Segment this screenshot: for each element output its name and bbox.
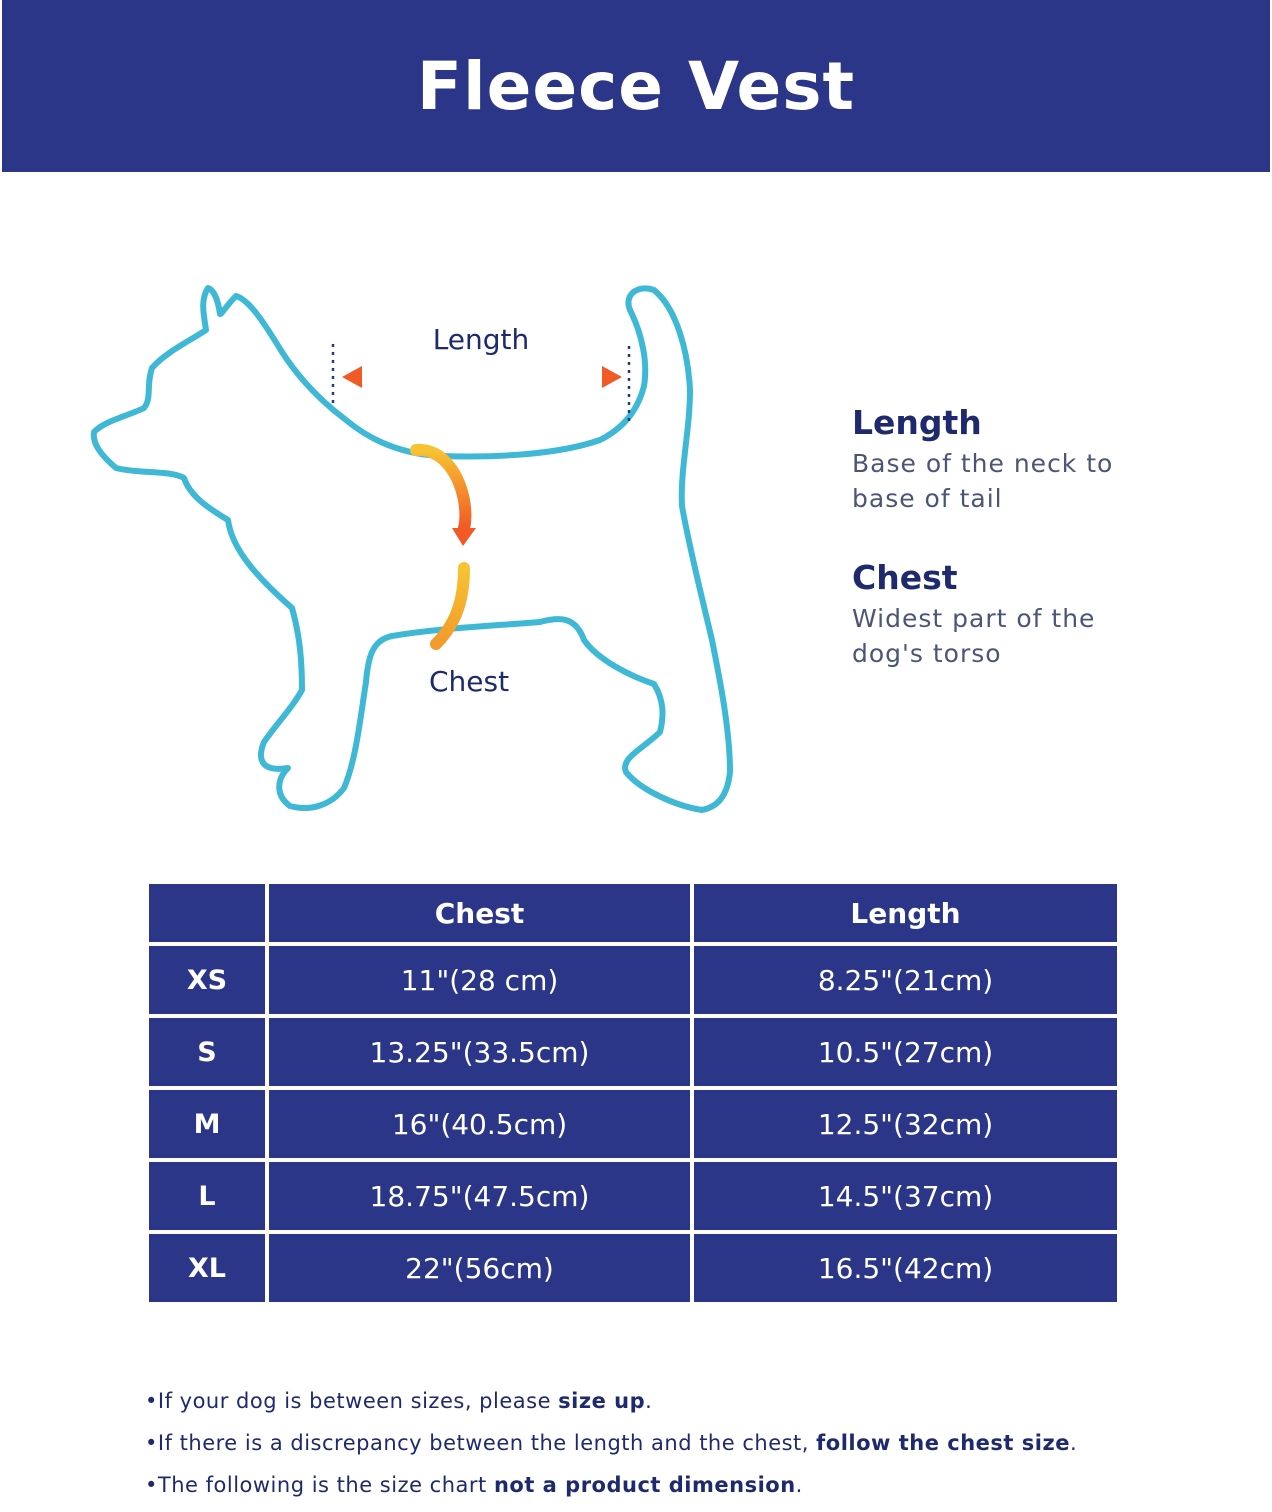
note-suffix: . xyxy=(645,1389,653,1413)
chest-cell: 18.75"(47.5cm) xyxy=(267,1160,692,1232)
legend-length-line-2: base of tail xyxy=(852,484,1003,513)
legend-chest-line-2: dog's torso xyxy=(852,639,1002,668)
size-cell: XS xyxy=(149,944,267,1016)
legend-chest-description xyxy=(852,601,1252,671)
size-cell: S xyxy=(149,1016,267,1088)
page-title: Fleece Vest xyxy=(416,47,856,125)
note-emphasis: follow the chest size xyxy=(816,1431,1070,1455)
length-cell: 10.5"(27cm) xyxy=(692,1016,1117,1088)
legend-chest-heading: Chest xyxy=(852,558,958,597)
table-row xyxy=(149,1160,1117,1232)
note-suffix: . xyxy=(795,1473,803,1497)
table-row xyxy=(149,1088,1117,1160)
note-text: •If there is a discrepancy between the length and the chest, xyxy=(145,1431,817,1455)
size-cell: L xyxy=(149,1160,267,1232)
chest-cell: 11"(28 cm) xyxy=(267,944,692,1016)
chest-arrow-icon xyxy=(416,450,476,644)
note-text: •If your dog is between sizes, please xyxy=(145,1389,559,1413)
note-emphasis: not a product dimension xyxy=(493,1473,796,1497)
length-arrow-icon xyxy=(342,366,622,388)
note-item xyxy=(145,1386,1245,1428)
length-cell: 14.5"(37cm) xyxy=(692,1160,1117,1232)
legend-length-description xyxy=(852,446,1252,516)
legend-length xyxy=(852,404,1252,516)
chest-cell: 13.25"(33.5cm) xyxy=(267,1016,692,1088)
size-cell: M xyxy=(149,1088,267,1160)
legend-length-heading: Length xyxy=(852,403,982,442)
legend-length-line-1: Base of the neck to xyxy=(852,449,1114,478)
dog-outline xyxy=(94,288,730,810)
table-row xyxy=(149,1016,1117,1088)
note-item xyxy=(145,1428,1245,1470)
length-cell: 16.5"(42cm) xyxy=(692,1232,1117,1302)
diagram-length-label: Length xyxy=(432,323,530,356)
table-header-chest: Chest xyxy=(267,884,692,944)
note-suffix: . xyxy=(1069,1431,1078,1455)
table-row xyxy=(149,944,1117,1016)
note-item xyxy=(145,1470,1245,1512)
legend-chest xyxy=(852,559,1252,671)
size-chart-table xyxy=(149,884,1117,1302)
table-row xyxy=(149,1232,1117,1302)
header-banner xyxy=(2,0,1270,172)
length-cell: 12.5"(32cm) xyxy=(692,1088,1117,1160)
table-header-corner xyxy=(149,884,267,944)
length-cell: 8.25"(21cm) xyxy=(692,944,1117,1016)
note-text: •The following is the size chart xyxy=(145,1473,494,1497)
dog-measurement-diagram xyxy=(0,172,1272,872)
legend-chest-line-1: Widest part of the xyxy=(852,604,1096,633)
chest-cell: 16"(40.5cm) xyxy=(267,1088,692,1160)
size-cell: XL xyxy=(149,1232,267,1302)
size-notes xyxy=(145,1386,1245,1512)
table-header-length: Length xyxy=(692,884,1117,944)
table-header-row xyxy=(149,884,1117,944)
note-emphasis: size up xyxy=(558,1389,646,1413)
diagram-chest-label: Chest xyxy=(428,665,510,698)
chest-cell: 22"(56cm) xyxy=(267,1232,692,1302)
